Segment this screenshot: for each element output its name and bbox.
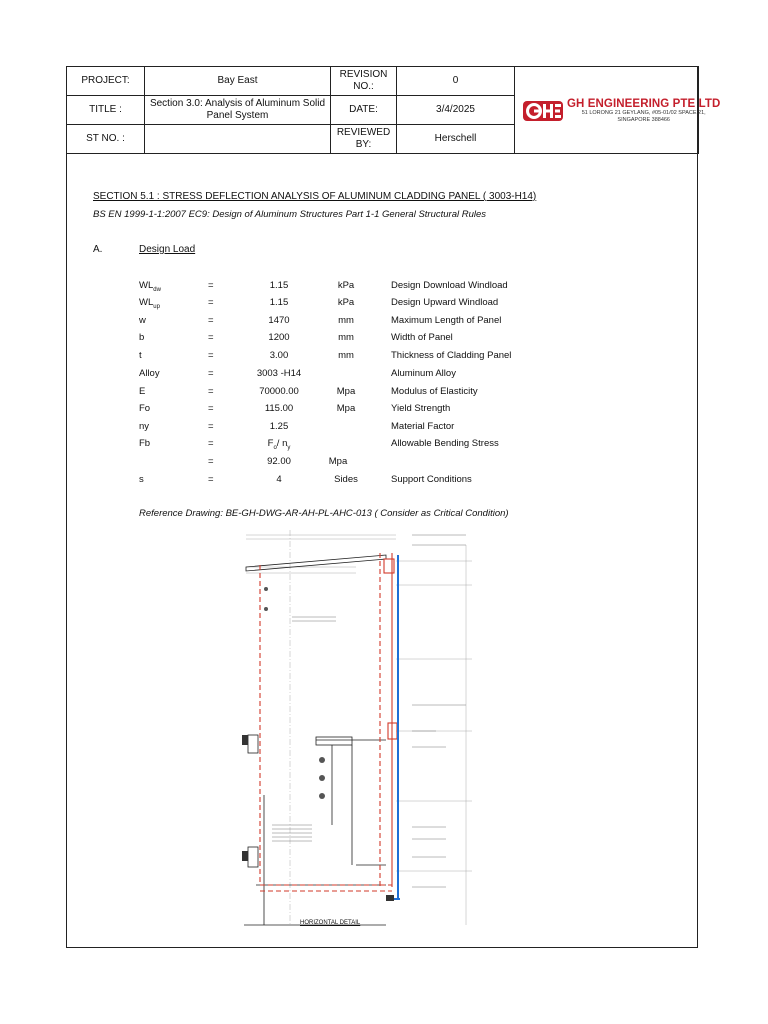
row-unit: kPa: [337, 280, 355, 291]
design-load-row: [0, 350, 768, 364]
section-subtitle: BS EN 1999-1-1:2007 EC9: Design of Aluminum Structures Part 1-1 General Structural Rules: [93, 209, 487, 220]
row-description: Design Upward Windload: [391, 297, 499, 308]
design-load-heading: Design Load: [139, 244, 196, 255]
row-unit: mm: [338, 315, 354, 326]
design-load-row: [0, 386, 768, 400]
title-value: Section 3.0: Analysis of Aluminum Solid Panel System: [145, 96, 331, 125]
row-unit: mm: [338, 350, 354, 361]
design-load-row: [0, 297, 768, 311]
row-equals: =: [208, 297, 214, 308]
row-unit: mm: [338, 332, 354, 343]
design-load-row: [0, 421, 768, 435]
row-symbol: Fo: [139, 403, 151, 414]
design-load-row: [0, 368, 768, 382]
design-load-row: [0, 332, 768, 346]
row-description: Aluminum Alloy: [391, 368, 456, 379]
row-equals: =: [208, 368, 214, 379]
row-unit: Mpa: [336, 403, 356, 414]
company-name: GH ENGINEERING PTE LTD: [567, 98, 721, 110]
row-description: Allowable Bending Stress: [391, 438, 499, 449]
company-address-2: SINGAPORE 388466: [617, 116, 670, 123]
row-description: Modulus of Elasticity: [391, 386, 478, 397]
row-symbol: E: [139, 386, 146, 397]
row-symbol: t: [139, 350, 142, 361]
row-description: Width of Panel: [391, 332, 453, 343]
revision-value: 0: [397, 67, 515, 96]
row-value: 1470: [268, 315, 290, 326]
row-value: 1.15: [269, 297, 289, 308]
company-logo-cell: [515, 67, 721, 154]
project-value: Bay East: [145, 67, 331, 96]
row-value: 3.00: [269, 350, 289, 361]
row-value: 92.00: [267, 456, 291, 467]
row-symbol: ny: [139, 421, 150, 432]
row-symbol: $WL_{up}$: [139, 297, 160, 310]
row-symbol: s: [139, 474, 144, 485]
row-unit: Sides: [334, 474, 358, 485]
row-symbol: Fb: [139, 438, 151, 449]
ghe-logo-icon: [523, 100, 563, 122]
row-description: Support Conditions: [391, 474, 472, 485]
company-address-1: 51 LORONG 21 GEYLANG, #05-01/02 SPACE 21,: [581, 110, 706, 116]
row-value: 115.00: [264, 403, 294, 414]
design-load-letter: A.: [93, 244, 103, 255]
project-label: PROJECT:: [67, 67, 145, 96]
row-description: Maximum Length of Panel: [391, 315, 502, 326]
row-symbol: $WL_{dw}$: [139, 280, 161, 293]
row-description: Yield Strength: [391, 403, 451, 414]
horizontal-detail-drawing: [236, 525, 498, 933]
row-equals: =: [208, 332, 214, 343]
row-symbol: Alloy: [139, 368, 160, 379]
row-unit: Mpa: [336, 386, 356, 397]
row-value: 4: [276, 474, 282, 485]
reviewed-value: Herschell: [397, 125, 515, 154]
row-equals: =: [208, 350, 214, 361]
row-unit: Mpa: [328, 456, 348, 467]
row-equals: =: [208, 280, 214, 291]
design-load-row: [0, 456, 768, 470]
row-value: $F_o/$ $n_y$: [267, 438, 291, 451]
row-symbol: b: [139, 332, 145, 343]
row-value: 3003 -H14: [256, 368, 302, 379]
title-label: TITLE :: [67, 96, 145, 125]
design-load-row: [0, 438, 768, 452]
row-value: 1.15: [269, 280, 289, 291]
reviewed-label: REVIEWED BY:: [331, 125, 397, 154]
st-label: ST NO. :: [67, 125, 145, 154]
revision-label: REVISION NO.:: [331, 67, 397, 96]
row-symbol: w: [139, 315, 146, 326]
company-logo: [523, 98, 720, 123]
row-equals: =: [208, 474, 214, 485]
st-value: [145, 125, 331, 154]
row-equals: =: [208, 403, 214, 414]
reference-drawing: Reference Drawing: BE-GH-DWG-AR-AH-PL-AHC-013 ( Consider as Critical Condition): [139, 508, 509, 519]
design-load-row: [0, 280, 768, 294]
design-load-row: [0, 474, 768, 488]
row-description: Material Factor: [391, 421, 455, 432]
row-description: Thickness of Cladding Panel: [391, 350, 512, 361]
row-equals: =: [208, 421, 214, 432]
row-value: 1.25: [269, 421, 289, 432]
date-label: DATE:: [331, 96, 397, 125]
design-load-row: [0, 403, 768, 417]
section-title: SECTION 5.1 : STRESS DEFLECTION ANALYSIS OF ALUMINUM CLADDING PANEL ( 3003-H14): [93, 191, 537, 202]
row-equals: =: [208, 315, 214, 326]
design-load-row: [0, 315, 768, 329]
row-unit: kPa: [337, 297, 355, 308]
date-value: 3/4/2025: [397, 96, 515, 125]
row-value: 1200: [268, 332, 290, 343]
drawing-caption: HORIZONTAL DETAIL: [300, 920, 361, 926]
row-equals: =: [208, 438, 214, 449]
row-equals: =: [208, 386, 214, 397]
row-value: 70000.00: [259, 386, 299, 397]
title-block: [66, 66, 721, 154]
row-equals: =: [208, 456, 214, 467]
row-description: Design Download Windload: [391, 280, 508, 291]
